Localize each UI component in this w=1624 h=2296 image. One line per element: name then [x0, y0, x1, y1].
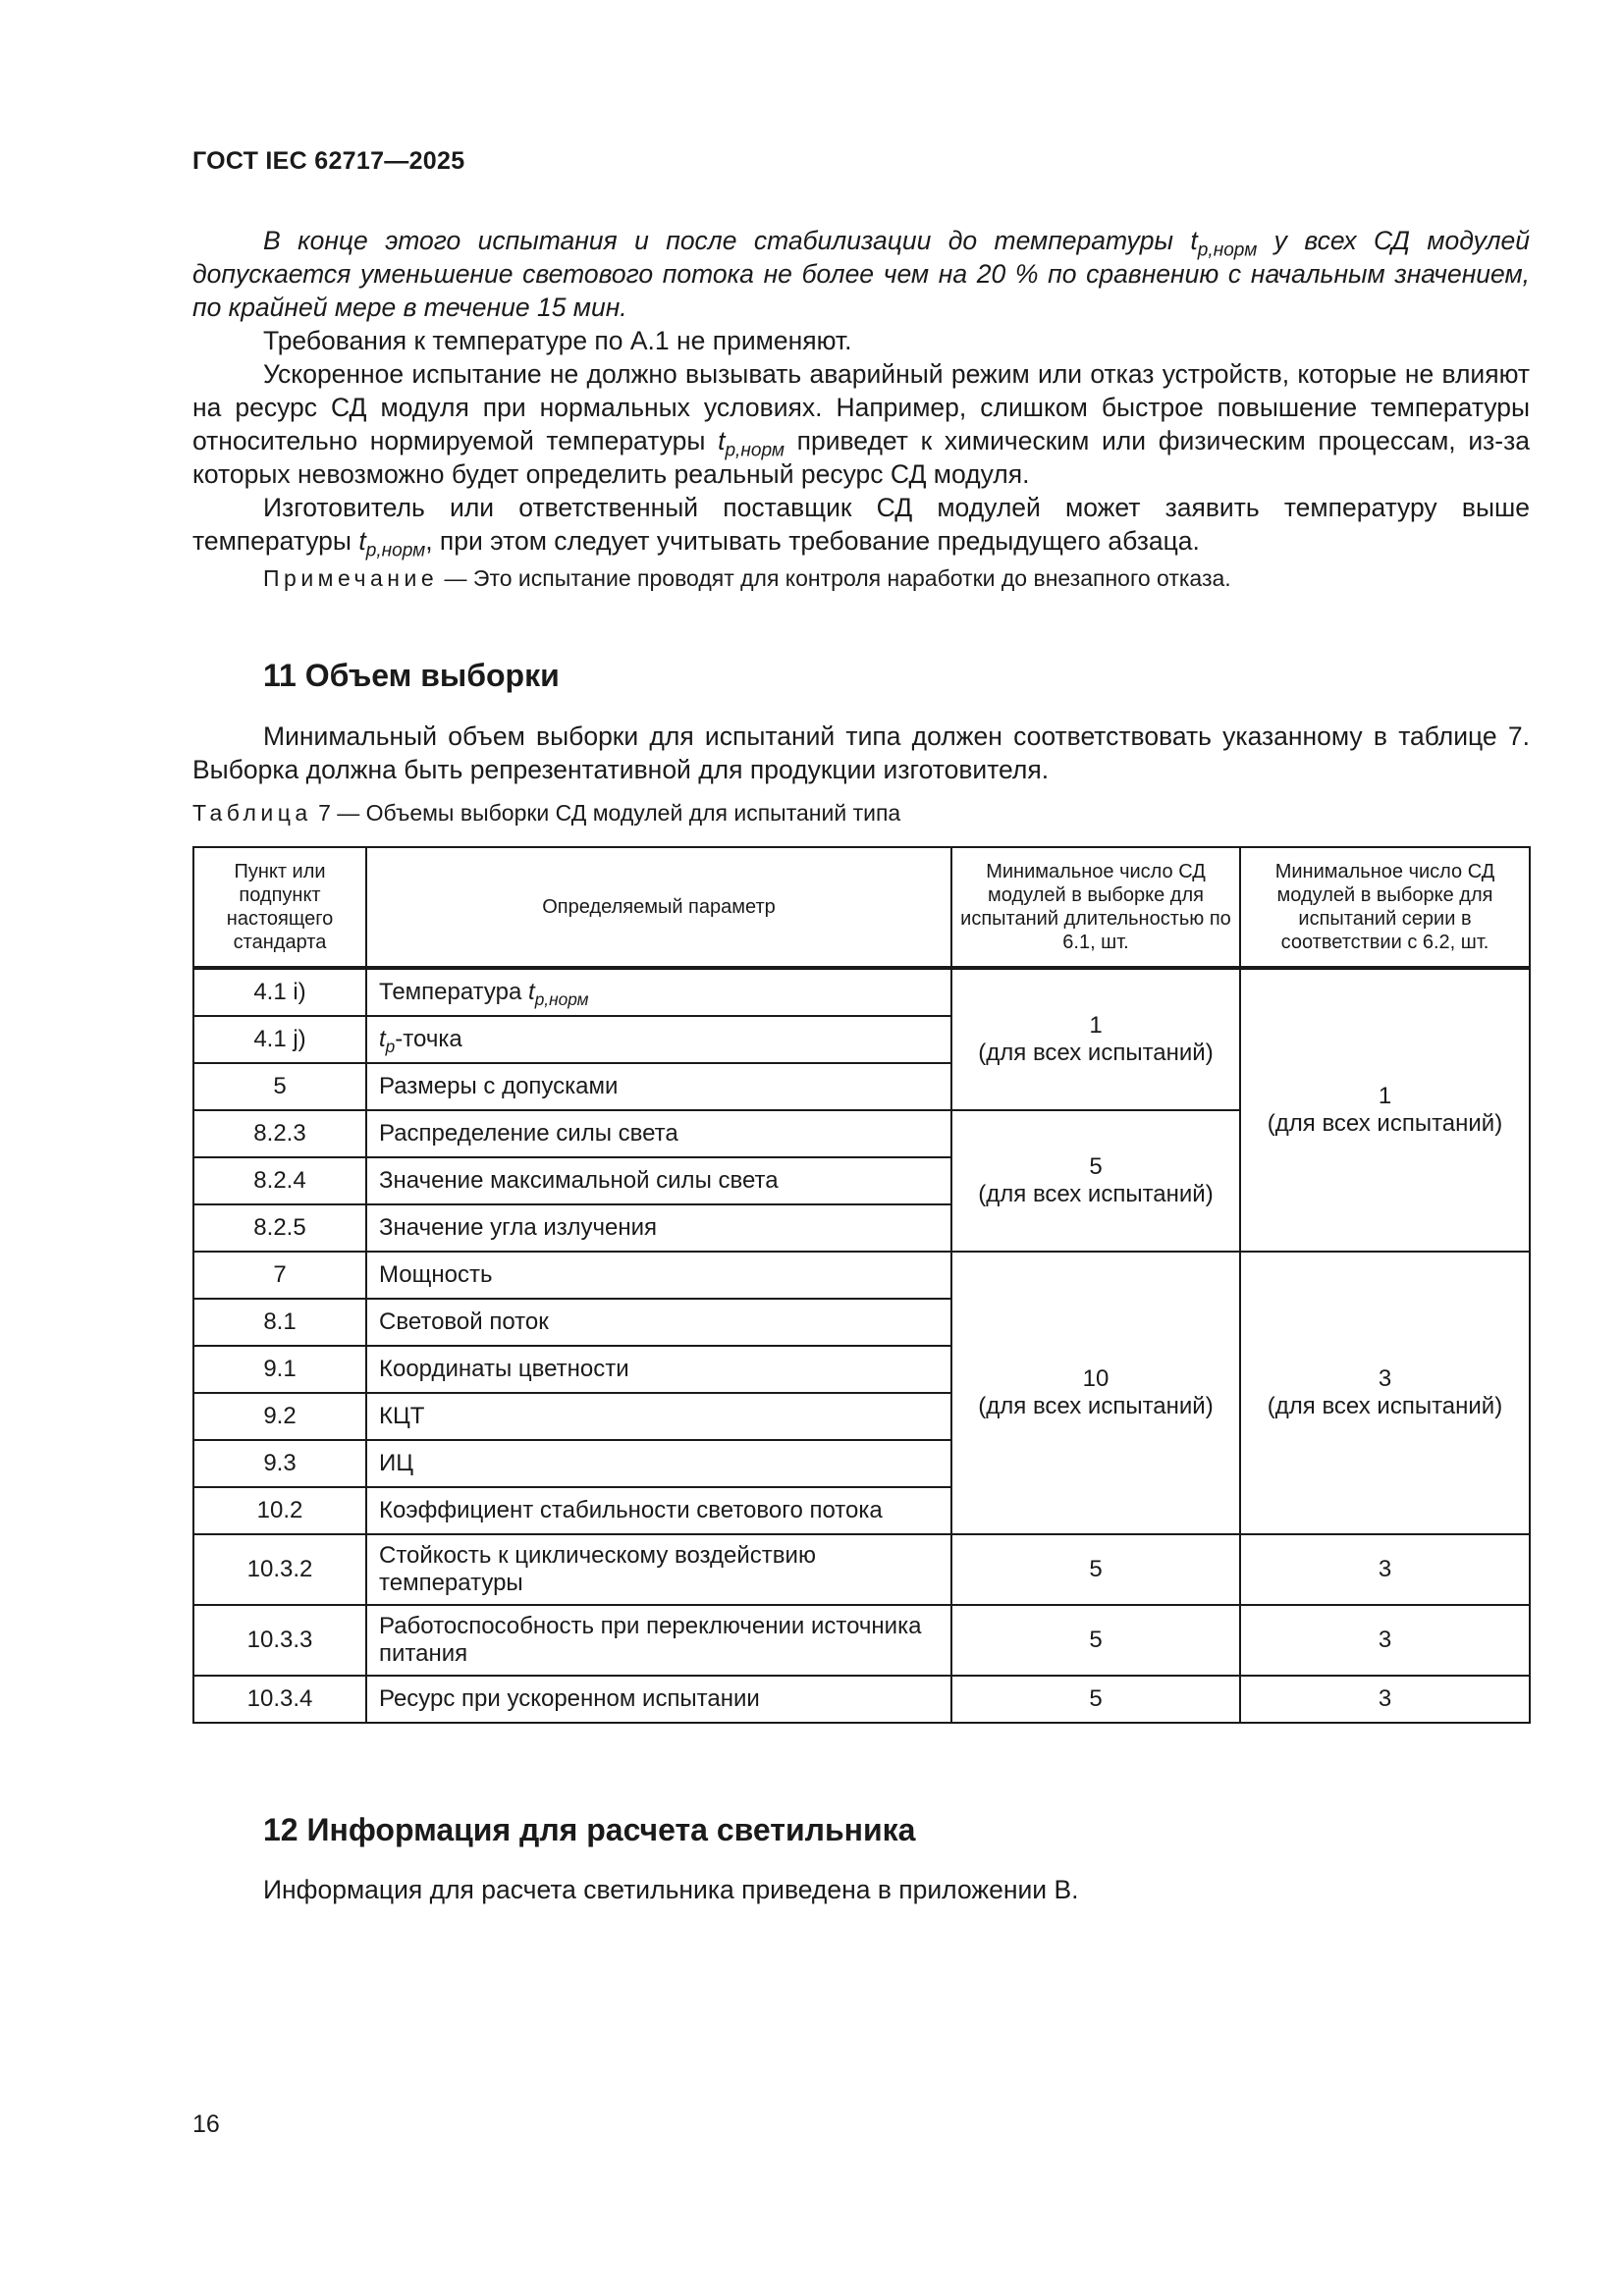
cell-clause: 10.3.3 — [193, 1605, 366, 1676]
text-run: приведет к химическим или физическим процессам, из-за которых невозможно будет определить реальный ресурс СД модуля. — [192, 426, 1530, 489]
cell-parameter: Ресурс при ускоренном испытании — [366, 1676, 951, 1723]
header-parameter: Определяемый параметр — [366, 847, 951, 968]
cell-parameter: Размеры с допусками — [366, 1063, 951, 1110]
cell-clause: 10.2 — [193, 1487, 366, 1534]
cell-clause: 7 — [193, 1252, 366, 1299]
cell-parameter: Световой поток — [366, 1299, 951, 1346]
cell-parameter: Коэффициент стабильности светового потока — [366, 1487, 951, 1534]
header-min-6-1: Минимальное число СД модулей в выборке для испытаний длительностью по 6.1, шт. — [951, 847, 1240, 968]
cell-parameter: Стойкость к циклическому воздействию температуры — [366, 1534, 951, 1605]
cell-clause: 5 — [193, 1063, 366, 1110]
paragraph-sample-size: Минимальный объем выборки для испытаний типа должен соответствовать указанному в таблице 7. Выборка должна быть репрезентативной для продукции изготовителя. — [192, 721, 1530, 784]
cell-parameter: Мощность — [366, 1252, 951, 1299]
cell-n61: 5 — [951, 1605, 1240, 1676]
cell-clause: 9.1 — [193, 1346, 366, 1393]
note-text: — Это испытание проводят для контроля наработки до внезапного отказа. — [438, 565, 1231, 591]
cell-group2-n61: 5 (для всех испытаний) — [951, 1110, 1240, 1252]
cell-group12-n62: 1 (для всех испытаний) — [1240, 968, 1530, 1252]
note — [192, 561, 1530, 595]
cell-group3-n62: 3 (для всех испытаний) — [1240, 1252, 1530, 1534]
header-min-6-2: Минимальное число СД модулей в выборке для испытаний серии в соответствии с 6.2, шт. — [1240, 847, 1530, 968]
section-12-body — [192, 1873, 1530, 1906]
cell-parameter: Значение максимальной силы света — [366, 1157, 951, 1204]
cell-group3-n61: 10 (для всех испытаний) — [951, 1252, 1240, 1534]
text-run: В конце этого испытания и после стабилизации до температуры — [263, 226, 1191, 255]
cell-clause: 10.3.2 — [193, 1534, 366, 1605]
cell-parameter: Работоспособность при переключении источника питания — [366, 1605, 951, 1676]
table-row — [193, 1676, 1530, 1723]
paragraph-manufacturer — [192, 491, 1530, 561]
cell-group1-n61: 1 (для всех испытаний) — [951, 968, 1240, 1110]
cell-clause: 10.3.4 — [193, 1676, 366, 1723]
paragraph-luminaire-info: Информация для расчета светильника приведена в приложении В. — [263, 1875, 1079, 1904]
table-row — [193, 1605, 1530, 1676]
text-run: Изготовитель или ответственный поставщик СД модулей может заявить температуру выше температуры — [192, 493, 1530, 556]
caption-text: 7 — Объемы выборки СД модулей для испытаний типа — [311, 800, 901, 826]
cell-n61: 5 — [951, 1534, 1240, 1605]
cell-clause: 8.1 — [193, 1299, 366, 1346]
paragraph-stabilization — [192, 224, 1530, 324]
page-number: 16 — [192, 2110, 220, 2138]
symbol-t: $t_{p,норм}$ — [718, 426, 785, 461]
table-row — [193, 968, 1530, 1016]
cell-n61: 5 — [951, 1676, 1240, 1723]
table-header-row — [193, 847, 1530, 968]
cell-clause: 9.2 — [193, 1393, 366, 1440]
cell-clause: 8.2.4 — [193, 1157, 366, 1204]
cell-parameter: Значение угла излучения — [366, 1204, 951, 1252]
symbol-t: $t_{p,норм}$ — [358, 526, 426, 561]
cell-parameter: Распределение силы света — [366, 1110, 951, 1157]
table-7-caption — [192, 800, 900, 827]
cell-parameter: Координаты цветности — [366, 1346, 951, 1393]
text-run: Ускоренное испытание не должно вызывать аварийный режим или отказ устройств, которые не влияют на ресурс СД модуля при нормальных условиях. Например, слишком быстрое повышение температуры относительно нормируемой температуры — [192, 359, 1530, 455]
cell-n62: 3 — [1240, 1676, 1530, 1723]
section-12-title: 12 Информация для расчета светильника — [263, 1812, 916, 1847]
cell-clause: 4.1 j) — [193, 1016, 366, 1063]
cell-parameter: Температура $t_{p,норм}$ — [366, 968, 951, 1016]
table-7 — [192, 846, 1531, 1724]
paragraph-accelerated-test — [192, 357, 1530, 491]
text-run: , при этом следует учитывать требование предыдущего абзаца. — [425, 526, 1200, 556]
header-clause: Пункт или подпункт настоящего стандарта — [193, 847, 366, 968]
symbol-t: $t_{p,норм}$ — [1190, 226, 1258, 261]
cell-parameter: $t_p$-точка — [366, 1016, 951, 1063]
cell-clause: 8.2.3 — [193, 1110, 366, 1157]
cell-parameter: КЦТ — [366, 1393, 951, 1440]
section-11-title: 11 Объем выборки — [263, 658, 560, 693]
paragraph-temperature-requirements: Требования к температуре по А.1 не применяют. — [263, 326, 852, 355]
cell-n62: 3 — [1240, 1534, 1530, 1605]
cell-clause: 8.2.5 — [193, 1204, 366, 1252]
text-run: у всех СД модулей допускается уменьшение светового потока не более чем на 20 % по сравнению с начальным значением, по крайней мере в течение 15 мин. — [192, 226, 1530, 322]
table-row — [193, 1534, 1530, 1605]
intro-block — [192, 224, 1530, 595]
document-header: ГОСТ IEC 62717—2025 — [192, 147, 465, 175]
section-11-body — [192, 720, 1530, 786]
cell-n62: 3 — [1240, 1605, 1530, 1676]
cell-clause: 4.1 i) — [193, 968, 366, 1016]
caption-label: Таблица — [192, 800, 312, 826]
note-label: Примечание — [263, 565, 439, 591]
table-row — [193, 1252, 1530, 1299]
cell-clause: 9.3 — [193, 1440, 366, 1487]
cell-parameter: ИЦ — [366, 1440, 951, 1487]
